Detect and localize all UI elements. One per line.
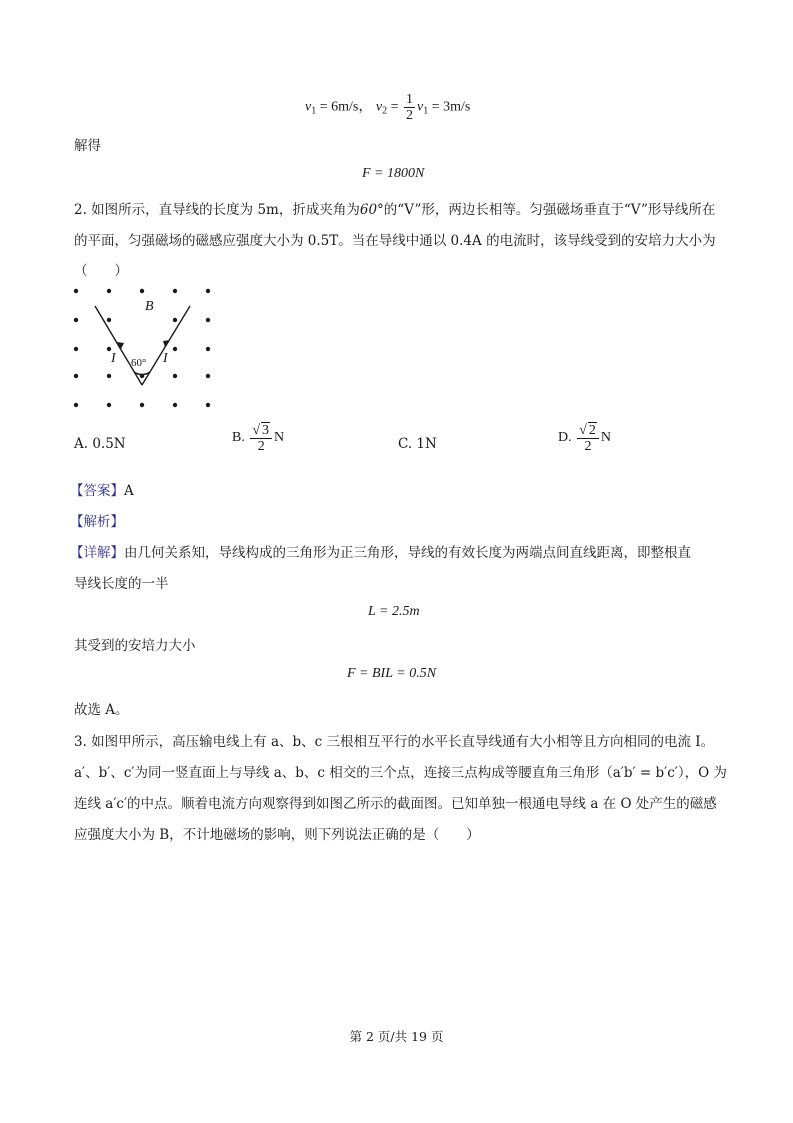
option-b <box>232 422 284 454</box>
solve-label: 解得 <box>74 138 101 154</box>
v2-symbol: v <box>375 99 383 115</box>
option-d-prefix: D. <box>558 430 572 446</box>
half-fraction <box>404 92 415 123</box>
detail-line-1 <box>70 543 691 563</box>
vertex-dot <box>140 374 144 378</box>
equation-force-1: F = 1800N <box>362 166 425 181</box>
fraction-denominator: 2 <box>405 108 413 123</box>
force-label: 其受到的安培力大小 <box>74 638 196 654</box>
analysis-tag: 【解析】 <box>70 514 124 530</box>
option-b-numerator: √ 3 <box>250 422 272 439</box>
page-footer: 第 2 页/共 19 页 <box>349 1029 444 1044</box>
conclusion: 故选 A。 <box>74 702 129 718</box>
label-I-left: I <box>111 351 116 366</box>
v1-symbol: v <box>305 99 312 115</box>
detail-line-2: 导线长度的一半 <box>74 576 169 592</box>
v2-equals: = <box>387 99 402 115</box>
q3-line-3: 连线 a′c′的中点。顺着电流方向观察得到如图乙所示的截面图。已知单独一根通电导线 a 在 O 处产生的磁感 <box>74 796 717 812</box>
q2-angle: 60° <box>359 202 384 218</box>
q2-line-1-start: 2. 如图所示，直导线的长度为 5m，折成夹角为 <box>74 202 360 218</box>
label-B: B <box>145 299 154 314</box>
label-angle: 60° <box>131 357 147 369</box>
v2-value: = 3m/s <box>428 99 471 115</box>
answer-tag: 【答案】 <box>70 483 124 499</box>
option-d-unit: N <box>600 430 611 446</box>
label-I-right: I <box>163 351 168 366</box>
option-c: C. 1N <box>398 436 437 452</box>
equation-force-2: F = BIL = 0.5N <box>347 666 437 681</box>
option-a: A. 0.5N <box>74 436 126 452</box>
answer-value: A <box>124 483 134 499</box>
detail-text-1: 由几何关系知，导线构成的三角形为正三角形，导线的有效长度为两端点间直线距离，即整根直 <box>124 545 691 561</box>
option-d-radicand: 2 <box>588 423 596 438</box>
option-d-fraction <box>577 422 599 454</box>
option-b-unit: N <box>274 430 285 446</box>
q3-line-1: 3. 如图甲所示，高压输电线上有 a、b、c 三根相互平行的水平长直导线通有大小相等且方向相同的电流 I。 <box>74 734 715 750</box>
option-d-numerator: √ 2 <box>577 422 599 439</box>
q3-line-2: a′、b′、c′为同一竖直面上与导线 a、b、c 相交的三个点，连接三点构成等腰直角三角形（a′b′ = b′c′），O 为 <box>74 765 727 781</box>
v-wire-figure <box>66 280 226 420</box>
option-b-radicand: 3 <box>262 423 270 438</box>
q3-line-4: 应强度大小为 B，不计地磁场的影响，则下列说法正确的是（ ） <box>74 827 480 843</box>
detail-tag: 【详解】 <box>70 545 124 561</box>
option-b-denominator: 2 <box>257 439 265 454</box>
q2-line-3: （ ） <box>74 263 128 279</box>
equation-length: L = 2.5m <box>368 604 420 619</box>
option-b-fraction <box>250 422 272 454</box>
velocity-equation <box>305 92 470 123</box>
v1b-subscript: 1 <box>423 105 429 117</box>
fraction-numerator: 1 <box>405 92 413 107</box>
v2-subscript: 2 <box>382 105 388 117</box>
v1b-symbol: v <box>416 99 424 115</box>
q2-line-1-end: 的“V”形，两边长相等。匀强磁场垂直于“V”形导线所在 <box>383 202 716 218</box>
q2-line-2: 的平面，匀强磁场的磁感应强度大小为 0.5T。当在导线中通以 0.4A 的电流时，该导线受到的安培力大小为 <box>74 233 716 249</box>
v1-subscript: 1 <box>311 105 317 117</box>
option-d <box>558 422 611 454</box>
option-d-denominator: 2 <box>584 439 592 454</box>
q2-line-1 <box>74 200 715 220</box>
option-b-prefix: B. <box>232 430 245 446</box>
v1-value: = 6m/s， <box>316 99 373 115</box>
answer-line <box>70 481 134 501</box>
